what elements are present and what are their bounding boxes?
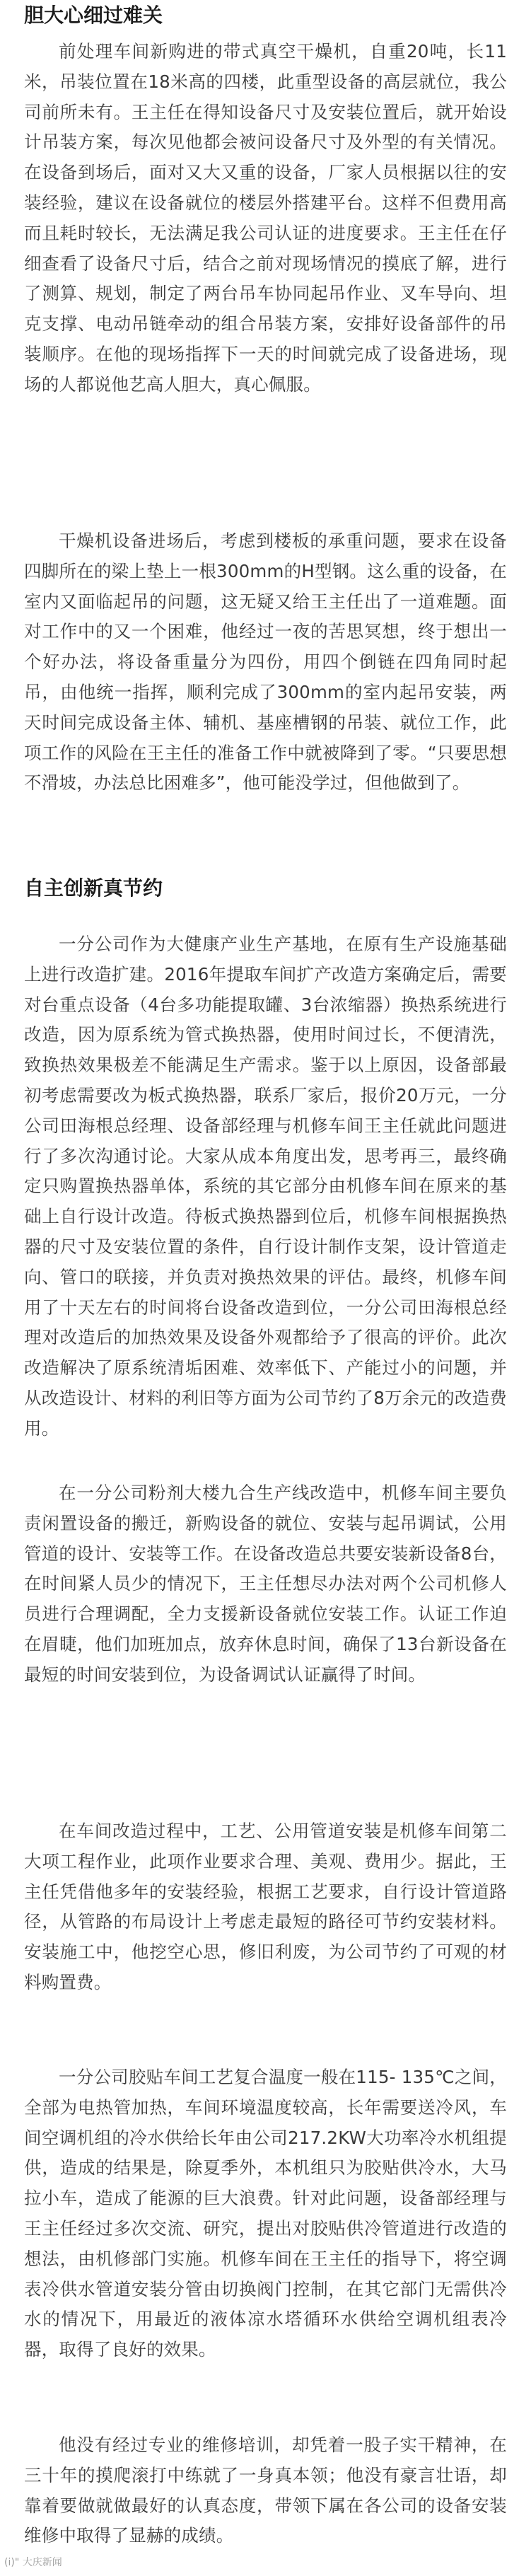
paragraph-1: 前处理车间新购进的带式真空干燥机，自重20吨，长11米，吊装位置在18米高的四楼，此重型设备的高层就位，我公司前所未有。王主任在得知设备尺寸及安装位置后，就开始设计吊装方案，每次见他都会被问设备尺寸及外型的有关情况。在设备到场后，面对又大又重的设备，厂家人员根据以往的安装经验，建议在设备就位的楼层外搭建平台。这样不但费用高而且耗时较长，无法满足我公司认证的进度要求。王主任在仔细查看了设备尺寸后，结合之前对现场情况的摸底了解，进行了测算、规划，制定了两台吊车协同起吊作业、叉车导向、坦克支撑、电动吊链牵动的组合吊装方案，安排好设备部件的吊装顺序。在他的现场指挥下一天的时间就完成了设备进场，现场的人都说他艺高人胆大，真心佩服。 xyxy=(24,41,507,395)
paragraph-5: 在车间改造过程中，工艺、公用管道安装是机修车间第二大项工程作业，此项作业要求合理、美观、费用少。据此，王主任凭借他多年的安装经验，根据工艺要求，自行设计管道路径，从管路的布局设计上考虑走最短的路径可节约安装材料。安装施工中，他挖空心思，修旧利废，为公司节约了可观的材料购置费。 xyxy=(24,1821,507,1992)
paragraph-2: 干燥机设备进场后，考虑到楼板的承重问题，要求在设备四脚所在的梁上垫上一根300mm的H型钢。这么重的设备，在室内又面临起吊的问题，这无疑又给王主任出了一道难题。面对工作中的又一个困难，他经过一夜的苦思冥想，终于想出一个好办法，将设备重量分为四份，用四个倒链在四角同时起吊，由他统一指挥，顺利完成了300mm的室内起吊安装，两天时间完成设备主体、辅机、基座槽钢的吊装、就位工作，此项工作的风险在王主任的准备工作中就被降到了零。“只要思想不滑坡，办法总比困难多”，他可能没学过，但他做到了。 xyxy=(24,530,507,794)
source-watermark: (i)" 大庆新闻 xyxy=(4,2557,62,2568)
paragraph-6: 一分公司胶贴车间工艺复合温度一般在115- 135℃之间，全部为电热管加热，车间环境温度较高，长年需要送冷风，车间空调机组的冷水供给长年由公司217.2KW大功率冷水机组提供，造成的结果是，除夏季外，本机组只为胶贴供冷水，大马拉小车，造成了能源的巨大浪费。针对此问题，设备部经理与王主任经过多次交流、研究，提出对胶贴供冷管道进行改造的想法，由机修部门实施。机修车间在王主任的指导下，将空调表冷供水管道安装分管由切换阀门控制，在其它部门无需供冷水的情况下，用最近的液体凉水塔循环水供给空调机组表冷器，取得了良好的效果。 xyxy=(24,2067,507,2360)
paragraph-4: 在一分公司粉剂大楼九合生产线改造中，机修车间主要负责闲置设备的搬迁，新购设备的就位、安装与起吊调试，公用管道的设计、安装等工作。在设备改造总共要安装新设备8台，在时间紧人员少的情况下，王主任想尽办法对两个公司机修人员进行合理调配，全力支援新设备就位安装工作。认证工作迫在眉睫，他们加班加点，放弃休息时间，确保了13台新设备在最短的时间安装到位，为设备调试认证赢得了时间。 xyxy=(24,1483,507,1685)
section-title-2: 自主创新真节约 xyxy=(24,876,163,900)
paragraph-7: 他没有经过专业的维修培训，却凭着一股子实干精神，在三十年的摸爬滚打中练就了一身真本领；他没有豪言壮语，却靠着要做就做最好的认真态度，带领下属在各公司的设备安装维修中取得了显赫的成绩。 xyxy=(24,2435,507,2546)
section-title-1: 胆大心细过难关 xyxy=(24,4,163,27)
paragraph-3: 一分公司作为大健康产业生产基地，在原有生产设施基础上进行改造扩建。2016年提取车间扩产改造方案确定后，需要对台重点设备（4台多功能提取罐、3台浓缩器）换热系统进行改造，因为原系统为管式换热器，使用时间过长，不便清洗，致换热效果极差不能满足生产需求。鉴于以上原因，设备部最初考虑需要改为板式换热器，联系厂家后，报价20万元，一分公司田海根总经理、设备部经理与机修车间王主任就此问题进行了多次沟通讨论。大家从成本角度出发，思考再三，最终确定只购置换热器单体，系统的其它部分由机修车间在原来的基础上自行设计改造。待板式换热器到位后，机修车间根据换热器的尺寸及安装位置的条件，自行设计制作支架，设计管道走向、管口的联接，并负责对换热效果的评估。最终，机修车间用了十天左右的时间将台设备改造到位，一分公司田海根总经理对改造后的加热效果及设备外观都给予了很高的评价。此次改造解决了原系统清垢困难、效率低下、产能过小的问题，并从改造设计、材料的利旧等方面为公司节约了8万余元的改造费用。 xyxy=(24,934,507,1439)
